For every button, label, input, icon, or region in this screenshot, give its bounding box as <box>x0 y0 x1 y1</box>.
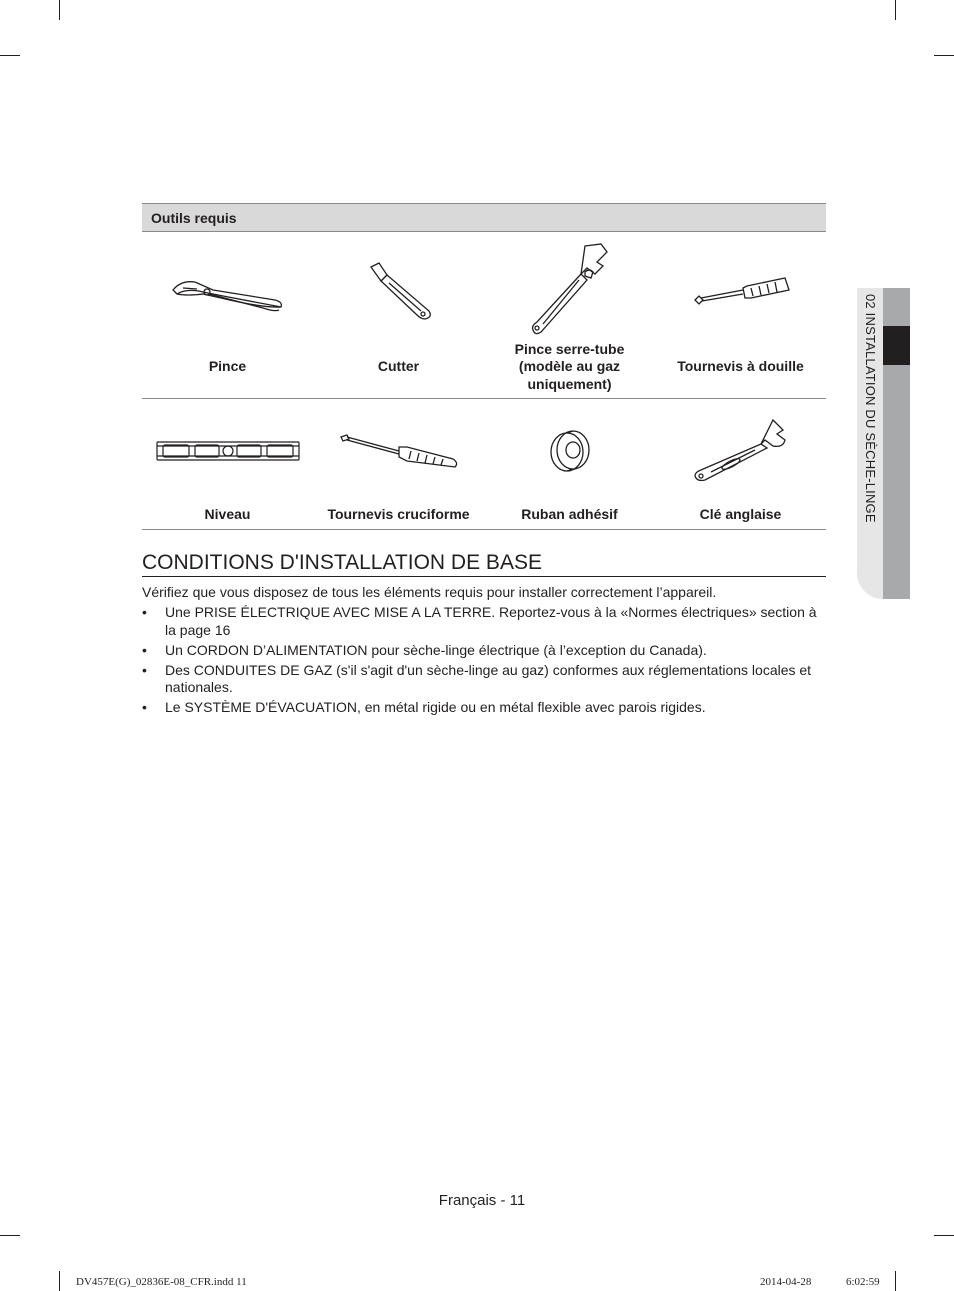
tool-cell-pliers <box>142 232 313 398</box>
bullet-icon: • <box>142 699 147 715</box>
pipe-wrench-icon <box>484 240 655 340</box>
tool-cell-nut-driver <box>655 232 826 398</box>
list-item <box>142 642 826 660</box>
list-item-text: Un CORDON D’ALIMENTATION pour sèche-linge électrique (à l’exception du Canada). <box>165 641 707 658</box>
tool-label: Tournevis à douille <box>677 358 804 375</box>
crop-mark <box>895 1271 896 1291</box>
tool-label: Pince <box>208 358 247 375</box>
file-slug: DV457E(G)_02836E-08_CFR.indd 11 <box>76 1276 247 1288</box>
print-time: 6:02:59 <box>846 1276 880 1288</box>
tools-table-header: Outils requis <box>142 203 826 232</box>
adjustable-wrench-icon <box>655 411 826 491</box>
print-date: 2014-04-28 <box>760 1276 812 1288</box>
chapter-side-tab <box>857 288 910 599</box>
tool-cell-utility-knife <box>313 232 484 398</box>
tool-cell-phillips-screwdriver <box>313 399 484 529</box>
tools-table <box>142 203 826 530</box>
tool-cell-pipe-wrench <box>484 232 655 398</box>
tool-label: Ruban adhésif <box>521 505 618 522</box>
crop-mark <box>0 1235 20 1236</box>
tools-row <box>142 399 826 530</box>
list-item <box>142 699 826 717</box>
intro-paragraph: Vérifiez que vous disposez de tous les éléments requis pour installer correctement l’appareil. <box>142 584 717 600</box>
page-number: Français - 11 <box>438 1192 526 1209</box>
bullet-icon: • <box>142 661 147 678</box>
list-item <box>142 662 826 697</box>
bullet-icon: • <box>142 604 147 620</box>
crop-mark <box>59 1271 60 1291</box>
tool-label: Clé anglaise <box>699 505 782 522</box>
list-item-text: Une PRISE ÉLECTRIQUE AVEC MISE A LA TERRE. Reportez-vous à la «Normes électriques» section à la page 16 <box>165 604 817 638</box>
crop-mark <box>934 1235 954 1236</box>
crop-mark <box>0 55 20 56</box>
requirements-list <box>142 604 826 719</box>
crop-mark <box>895 0 896 20</box>
list-item-text: Des CONDUITES DE GAZ (s'il s'agit d'un sèche-linge au gaz) conformes aux réglementations locales et nationales. <box>165 661 812 695</box>
tools-row <box>142 232 826 399</box>
phillips-screwdriver-icon <box>313 411 484 491</box>
pliers-icon <box>142 240 313 340</box>
side-tab-label: 02 INSTALLATION DU SÈCHE-LINGE <box>863 294 878 523</box>
tool-cell-level <box>142 399 313 529</box>
tool-label: Cutter <box>377 358 420 375</box>
tape-roll-icon <box>484 411 655 491</box>
crop-mark <box>59 0 60 20</box>
utility-knife-icon <box>313 240 484 340</box>
side-tab-marker <box>883 326 910 365</box>
tool-label: Pince serre-tube (modèle au gaz uniquement) <box>514 340 625 392</box>
crop-mark <box>934 55 954 56</box>
nut-driver-icon <box>655 240 826 340</box>
tool-label: Niveau <box>204 505 251 522</box>
list-item <box>142 604 826 639</box>
section-title: CONDITIONS D'INSTALLATION DE BASE <box>142 550 826 577</box>
tool-cell-adjustable-wrench <box>655 399 826 529</box>
bullet-icon: • <box>142 641 147 658</box>
level-icon <box>142 411 313 491</box>
tool-cell-tape-roll <box>484 399 655 529</box>
list-item-text: Le SYSTÈME D'ÉVACUATION, en métal rigide ou en métal flexible avec parois rigides. <box>165 699 706 715</box>
tool-label: Tournevis cruciforme <box>327 505 470 522</box>
